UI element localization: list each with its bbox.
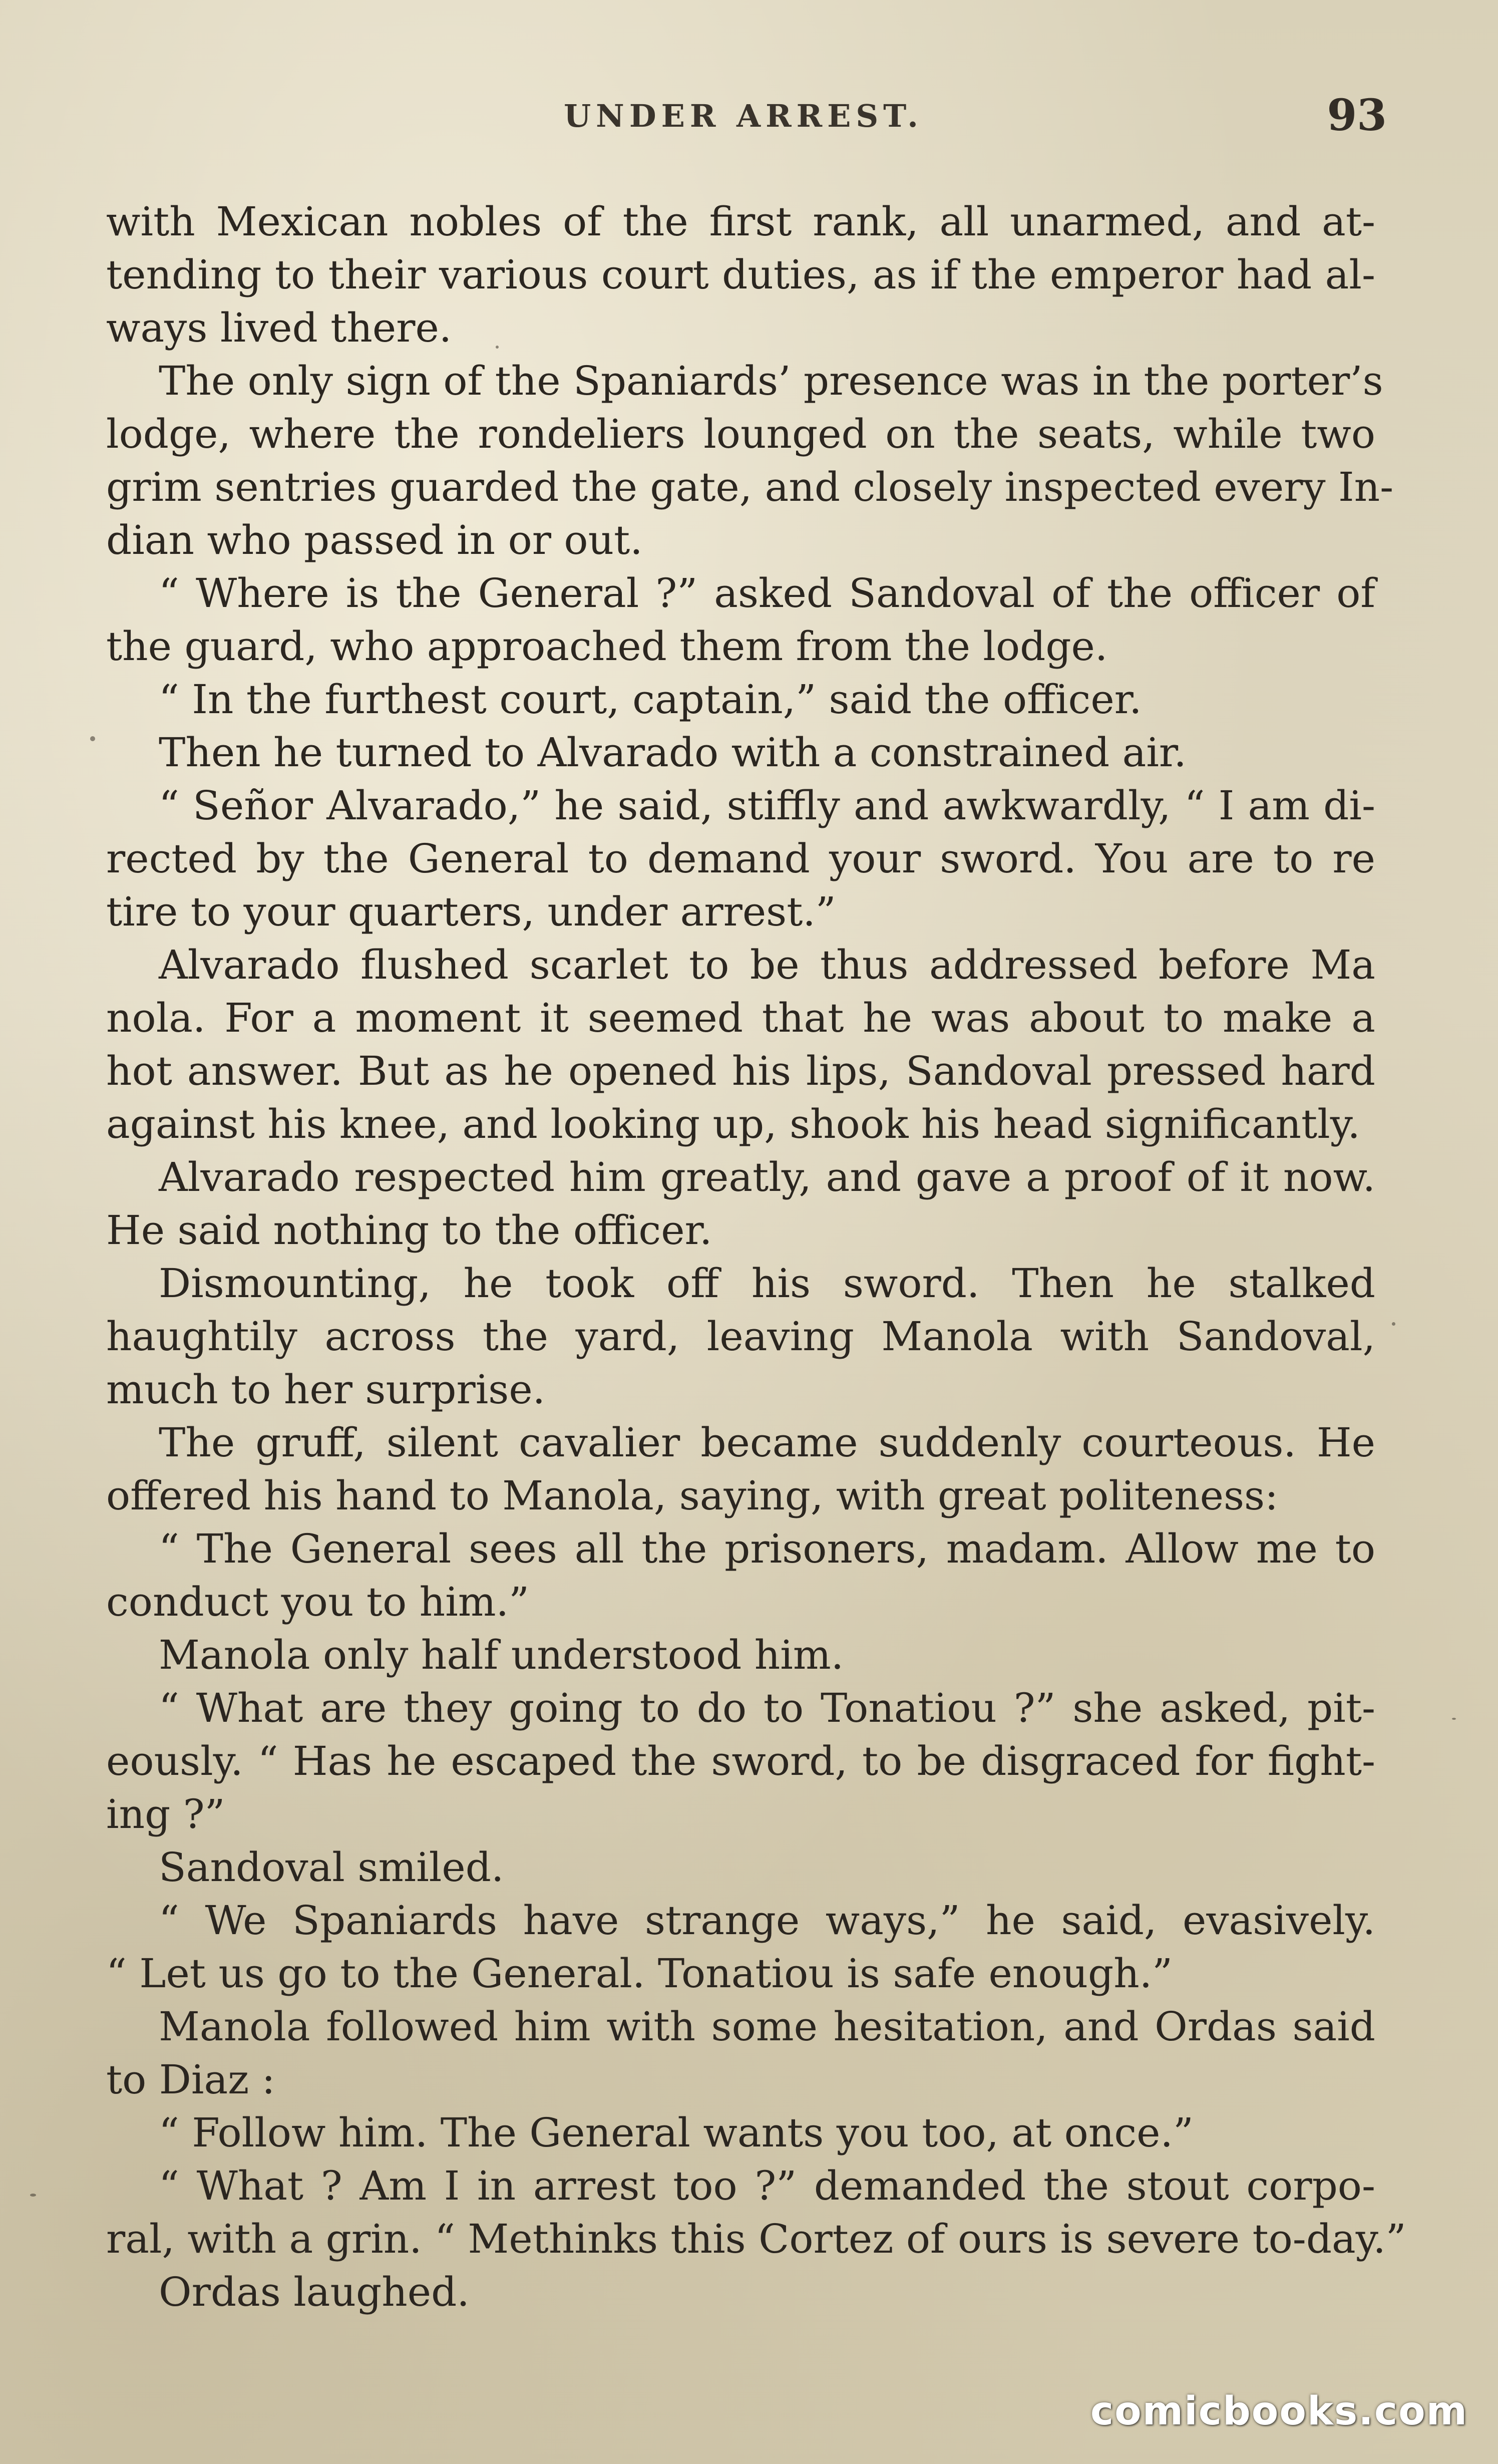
- text-line: Sandoval smiled.: [159, 1844, 504, 1891]
- text-line: “ In the furthest court, captain,” said the officer.: [159, 676, 1142, 723]
- text-line: rected by the General to demand your sword. You are to re: [106, 835, 1375, 882]
- body-text: [106, 195, 1406, 2319]
- text-line: “ Follow him. The General wants you too, at once.”: [159, 2109, 1194, 2156]
- running-head-title: UNDER ARREST.: [564, 98, 923, 134]
- text-line: “ Where is the General ?” asked Sandoval of the officer of: [159, 570, 1375, 617]
- text-line: haughtily across the yard, leaving Manola with Sandoval,: [106, 1313, 1375, 1360]
- text-line: Alvarado flushed scarlet to be thus addressed before Ma: [159, 942, 1375, 988]
- text-line: “ Let us go to the General. Tonatiou is safe enough.”: [106, 1950, 1173, 1997]
- paper-speck: [496, 346, 499, 349]
- text-line: ing ?”: [106, 1791, 225, 1837]
- text-line: to Diaz :: [106, 2056, 275, 2103]
- text-line: Then he turned to Alvarado with a constrained air.: [159, 729, 1187, 776]
- text-line: conduct you to him.”: [106, 1579, 529, 1625]
- text-line: “ We Spaniards have strange ways,” he said, evasively.: [159, 1897, 1375, 1944]
- text-line: grim sentries guarded the gate, and closely inspected every In-: [106, 464, 1394, 510]
- site-watermark: comicbooks.com: [1090, 2389, 1468, 2434]
- text-line: tire to your quarters, under arrest.”: [106, 888, 836, 935]
- text-line: “ Señor Alvarado,” he said, stiffly and awkwardly, “ I am di-: [159, 782, 1375, 829]
- paper-speck: [90, 736, 95, 741]
- text-line: Alvarado respected him greatly, and gave a proof of it now.: [159, 1154, 1375, 1200]
- text-line: Ordas laughed.: [159, 2269, 470, 2315]
- text-line: with Mexican nobles of the first rank, all unarmed, and at-: [106, 198, 1375, 245]
- text-line: hot answer. But as he opened his lips, Sandoval pressed hard: [106, 1048, 1375, 1094]
- text-line: The only sign of the Spaniards’ presence was in the porter’s: [159, 358, 1383, 404]
- paper-speck: [1452, 1718, 1456, 1720]
- text-line: Dismounting, he took off his sword. Then he stalked: [159, 1260, 1375, 1307]
- text-line: “ What are they going to do to Tonatiou ?” she asked, pit-: [159, 1685, 1375, 1731]
- text-line: tending to their various court duties, as if the emperor had al-: [106, 251, 1375, 298]
- text-line: He said nothing to the officer.: [106, 1207, 712, 1254]
- text-line: Manola followed him with some hesitation, and Ordas said: [159, 2003, 1375, 2050]
- text-line: lodge, where the rondeliers lounged on the seats, while two: [106, 411, 1375, 457]
- text-line: ral, with a grin. “ Methinks this Cortez of ours is severe to-day.”: [106, 2216, 1406, 2262]
- text-line: “ What ? Am I in arrest too ?” demanded the stout corpo-: [159, 2163, 1375, 2209]
- text-line: against his knee, and looking up, shook his head significantly.: [106, 1101, 1360, 1147]
- paper-speck: [1392, 1322, 1395, 1326]
- page-number: 93: [1327, 90, 1387, 141]
- running-head: [100, 88, 1387, 163]
- text-line: nola. For a moment it seemed that he was about to make a: [106, 995, 1375, 1041]
- text-line: eously. “ Has he escaped the sword, to be disgraced for fight-: [106, 1738, 1375, 1784]
- text-line: much to her surprise.: [106, 1366, 546, 1413]
- text-line: Manola only half understood him.: [159, 1632, 844, 1678]
- text-line: the guard, who approached them from the lodge.: [106, 623, 1108, 670]
- text-line: dian who passed in or out.: [106, 517, 643, 563]
- paper-speck: [30, 2194, 36, 2197]
- text-line: ways lived there.: [106, 304, 452, 351]
- text-line: offered his hand to Manola, saying, with great politeness:: [106, 1472, 1279, 1519]
- text-line: “ The General sees all the prisoners, madam. Allow me to: [159, 1525, 1375, 1572]
- text-line: The gruff, silent cavalier became suddenly courteous. He: [159, 1419, 1375, 1466]
